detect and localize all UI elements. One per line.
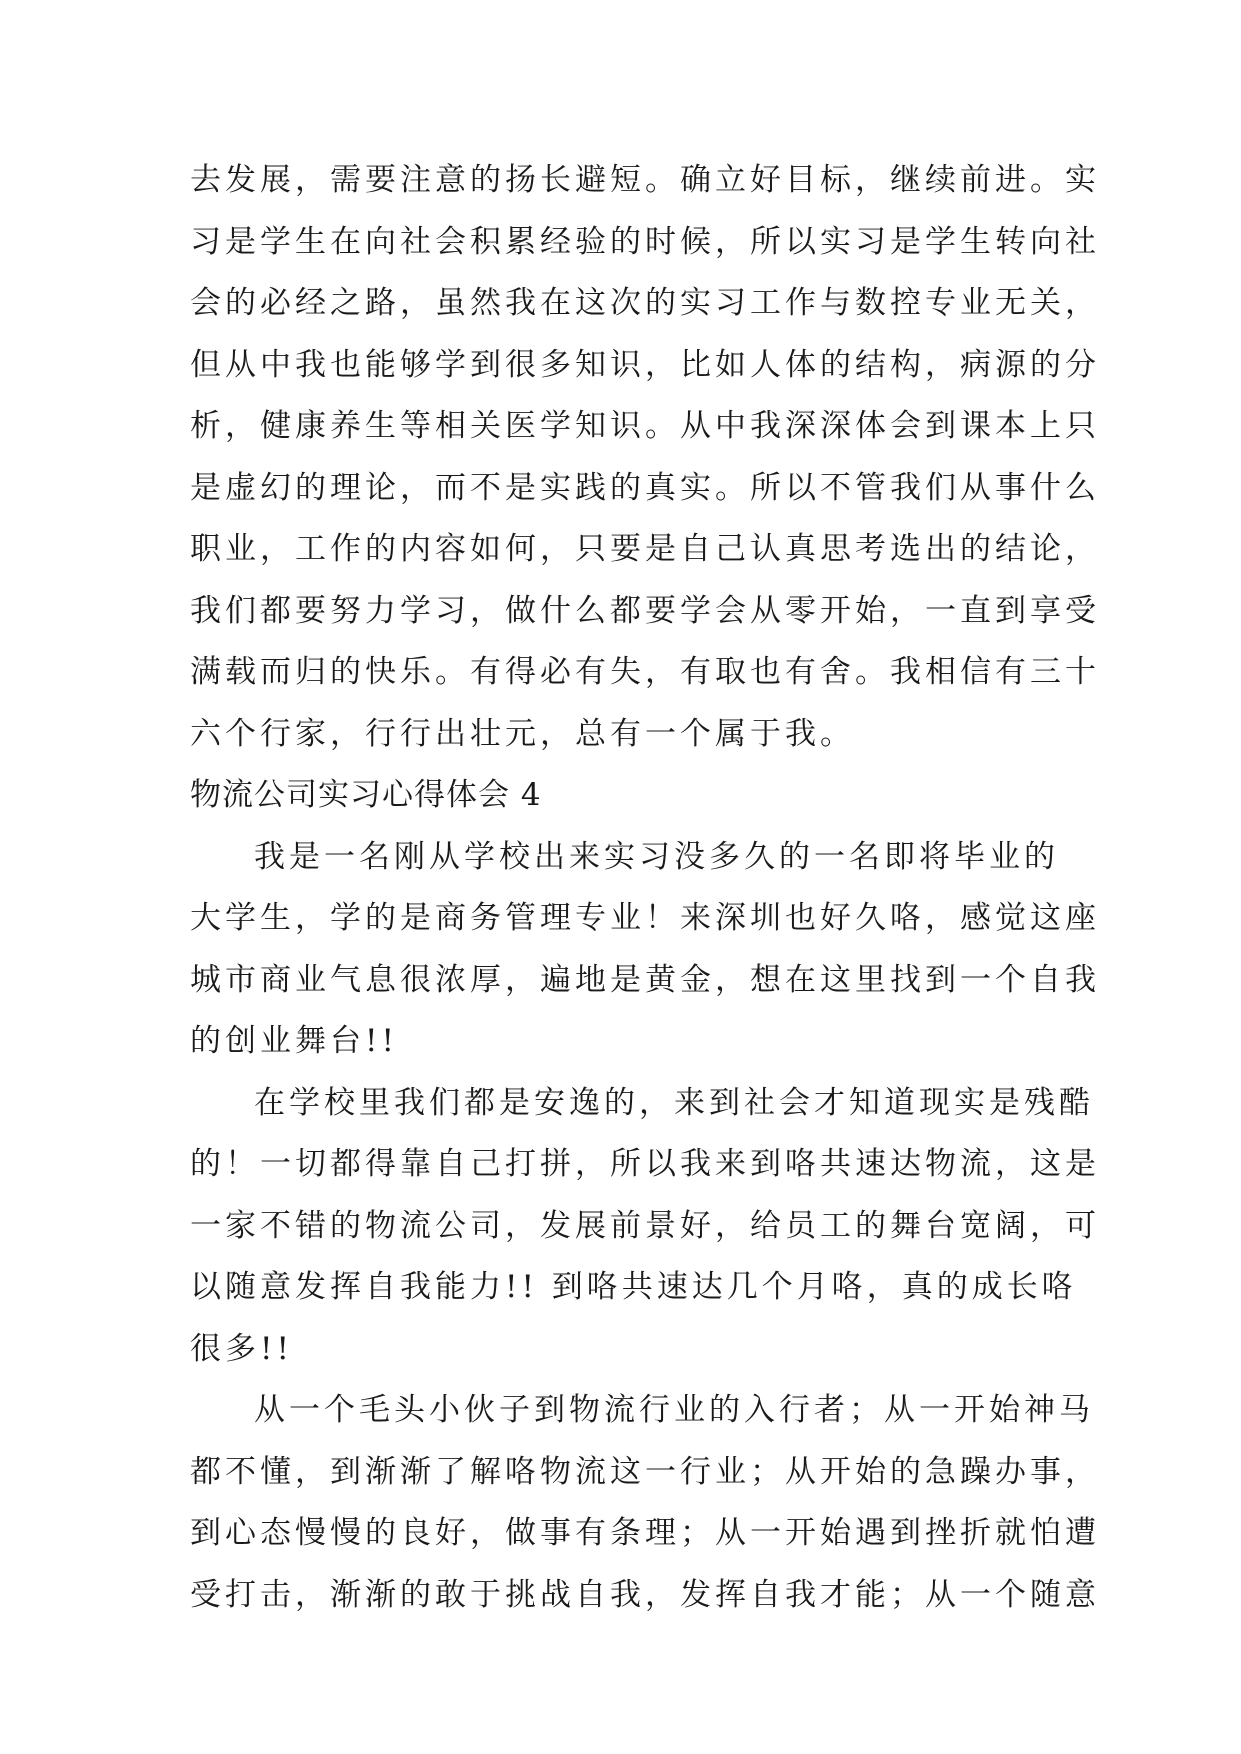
paragraph-line: 以随意发挥自我能力!! 到咯共速达几个月咯，真的成长咯 [190, 1269, 1077, 1305]
paragraph-line: 满载而归的快乐。有得必有失，有取也有舍。我相信有三十 [190, 654, 1100, 690]
paragraph-line: 习是学生在向社会积累经验的时候，所以实习是学生转向社 [190, 223, 1100, 260]
paragraph-line: 都不懂，到渐渐了解咯物流这一行业；从开始的急躁办事， [190, 1453, 1100, 1490]
paragraph-line: 会的必经之路，虽然我在这次的实习工作与数控专业无关， [190, 285, 1100, 321]
paragraph-line: 我们都要努力学习，做什么都要学会从零开始，一直到享受 [190, 592, 1100, 629]
paragraph-line: 一家不错的物流公司，发展前景好，给员工的舞台宽阔，可 [190, 1207, 1100, 1244]
paragraph-line: 城市商业气息很浓厚，遍地是黄金，想在这里找到一个自我 [190, 961, 1100, 998]
paragraph-line: 职业，工作的内容如何，只要是自己认真思考选出的结论， [190, 531, 1100, 567]
document-body [190, 150, 1100, 1626]
paragraph-line: 很多!! [190, 1330, 293, 1367]
paragraph-line: 大学生，学的是商务管理专业！来深圳也好久咯，感觉这座 [190, 900, 1100, 936]
paragraph-line: 受打击，渐渐的敢于挑战自我，发挥自我才能；从一个随意 [190, 1576, 1100, 1613]
paragraph-line: 到心态慢慢的良好，做事有条理；从一开始遇到挫折就怕遭 [190, 1515, 1100, 1551]
paragraph-line: 的创业舞台!! [190, 1023, 398, 1059]
paragraph-line: 在学校里我们都是安逸的，来到社会才知道现实是残酷 [254, 1084, 1094, 1121]
paragraph-line: 从一个毛头小伙子到物流行业的入行者；从一开始神马 [254, 1392, 1094, 1428]
section-heading: 物流公司实习心得体会 4 [190, 777, 542, 813]
paragraph-line: 我是一名刚从学校出来实习没多久的一名即将毕业的 [254, 838, 1059, 875]
paragraph-line: 去发展，需要注意的扬长避短。确立好目标，继续前进。实 [190, 162, 1100, 198]
paragraph-line: 是虚幻的理论，而不是实践的真实。所以不管我们从事什么 [190, 469, 1100, 506]
paragraph-line: 但从中我也能够学到很多知识，比如人体的结构，病源的分 [190, 346, 1100, 383]
paragraph-line: 析，健康养生等相关医学知识。从中我深深体会到课本上只 [190, 408, 1100, 444]
paragraph-line: 六个行家，行行出壮元，总有一个属于我。 [190, 715, 855, 752]
paragraph-line: 的！一切都得靠自己打拼，所以我来到咯共速达物流，这是 [190, 1146, 1100, 1182]
